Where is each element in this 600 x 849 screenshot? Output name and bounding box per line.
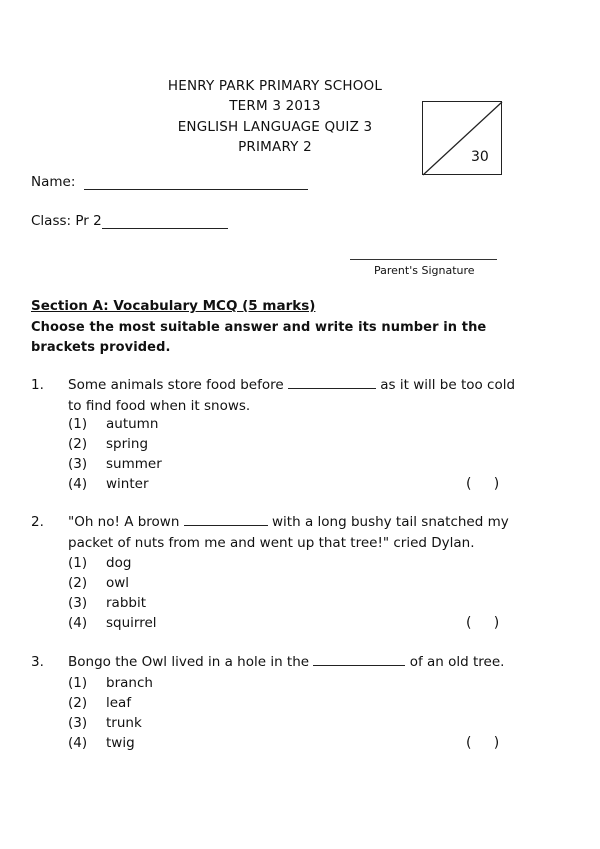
question-1-blank[interactable] bbox=[288, 376, 376, 389]
question-1-text: Some animals store food before as it will be too cold to find food when it snows. bbox=[68, 377, 516, 414]
question-2-option-1: (1) dog bbox=[68, 555, 132, 571]
name-label: Name: bbox=[31, 174, 76, 190]
name-field[interactable] bbox=[31, 174, 308, 190]
class-label: Class: Pr 2 bbox=[31, 213, 102, 229]
score-box-diagonal bbox=[423, 102, 503, 176]
score-total: 30 bbox=[471, 149, 489, 165]
signature-line[interactable] bbox=[350, 259, 497, 260]
score-box bbox=[422, 101, 502, 175]
question-3-answer-bracket[interactable]: ( ) bbox=[466, 735, 500, 751]
quiz-title: ENGLISH LANGUAGE QUIZ 3 bbox=[177, 119, 373, 135]
signature-label: Parent's Signature bbox=[374, 264, 475, 277]
section-title: Section A: Vocabulary MCQ (5 marks) bbox=[31, 298, 316, 314]
question-2-number: 2. bbox=[31, 514, 44, 530]
question-2-option-4: (4) squirrel bbox=[68, 615, 157, 631]
question-1-number: 1. bbox=[31, 377, 44, 393]
question-3-number: 3. bbox=[31, 654, 44, 670]
question-2-blank[interactable] bbox=[184, 513, 268, 526]
level-label: PRIMARY 2 bbox=[238, 139, 312, 155]
question-3-text: Bongo the Owl lived in a hole in the of an old tree. bbox=[68, 654, 505, 670]
question-3-option-2: (2) leaf bbox=[68, 695, 132, 711]
question-1-option-3: (3) summer bbox=[68, 456, 162, 472]
class-field[interactable] bbox=[31, 213, 228, 229]
question-1-option-4: (4) winter bbox=[68, 476, 149, 492]
question-1-option-1: (1) autumn bbox=[68, 416, 159, 432]
question-2-option-3: (3) rabbit bbox=[68, 595, 147, 611]
school-name: HENRY PARK PRIMARY SCHOOL bbox=[167, 78, 383, 94]
question-1-answer-bracket[interactable]: ( ) bbox=[466, 476, 500, 492]
question-3-option-1: (1) branch bbox=[68, 675, 153, 691]
name-line[interactable] bbox=[84, 177, 308, 190]
section-instruction: Choose the most suitable answer and write its number in the brackets provided. bbox=[31, 320, 487, 355]
question-3-blank[interactable] bbox=[313, 653, 405, 666]
question-3-option-3: (3) trunk bbox=[68, 715, 142, 731]
question-2-answer-bracket[interactable]: ( ) bbox=[466, 615, 500, 631]
question-2-text: "Oh no! A brown with a long bushy tail snatched my packet of nuts from me and went up that tree!" cried Dylan. bbox=[68, 514, 509, 551]
question-2-option-2: (2) owl bbox=[68, 575, 130, 591]
term-label: TERM 3 2013 bbox=[229, 98, 321, 114]
question-1-option-2: (2) spring bbox=[68, 436, 149, 452]
class-line[interactable] bbox=[102, 216, 228, 229]
question-3-option-4: (4) twig bbox=[68, 735, 135, 751]
